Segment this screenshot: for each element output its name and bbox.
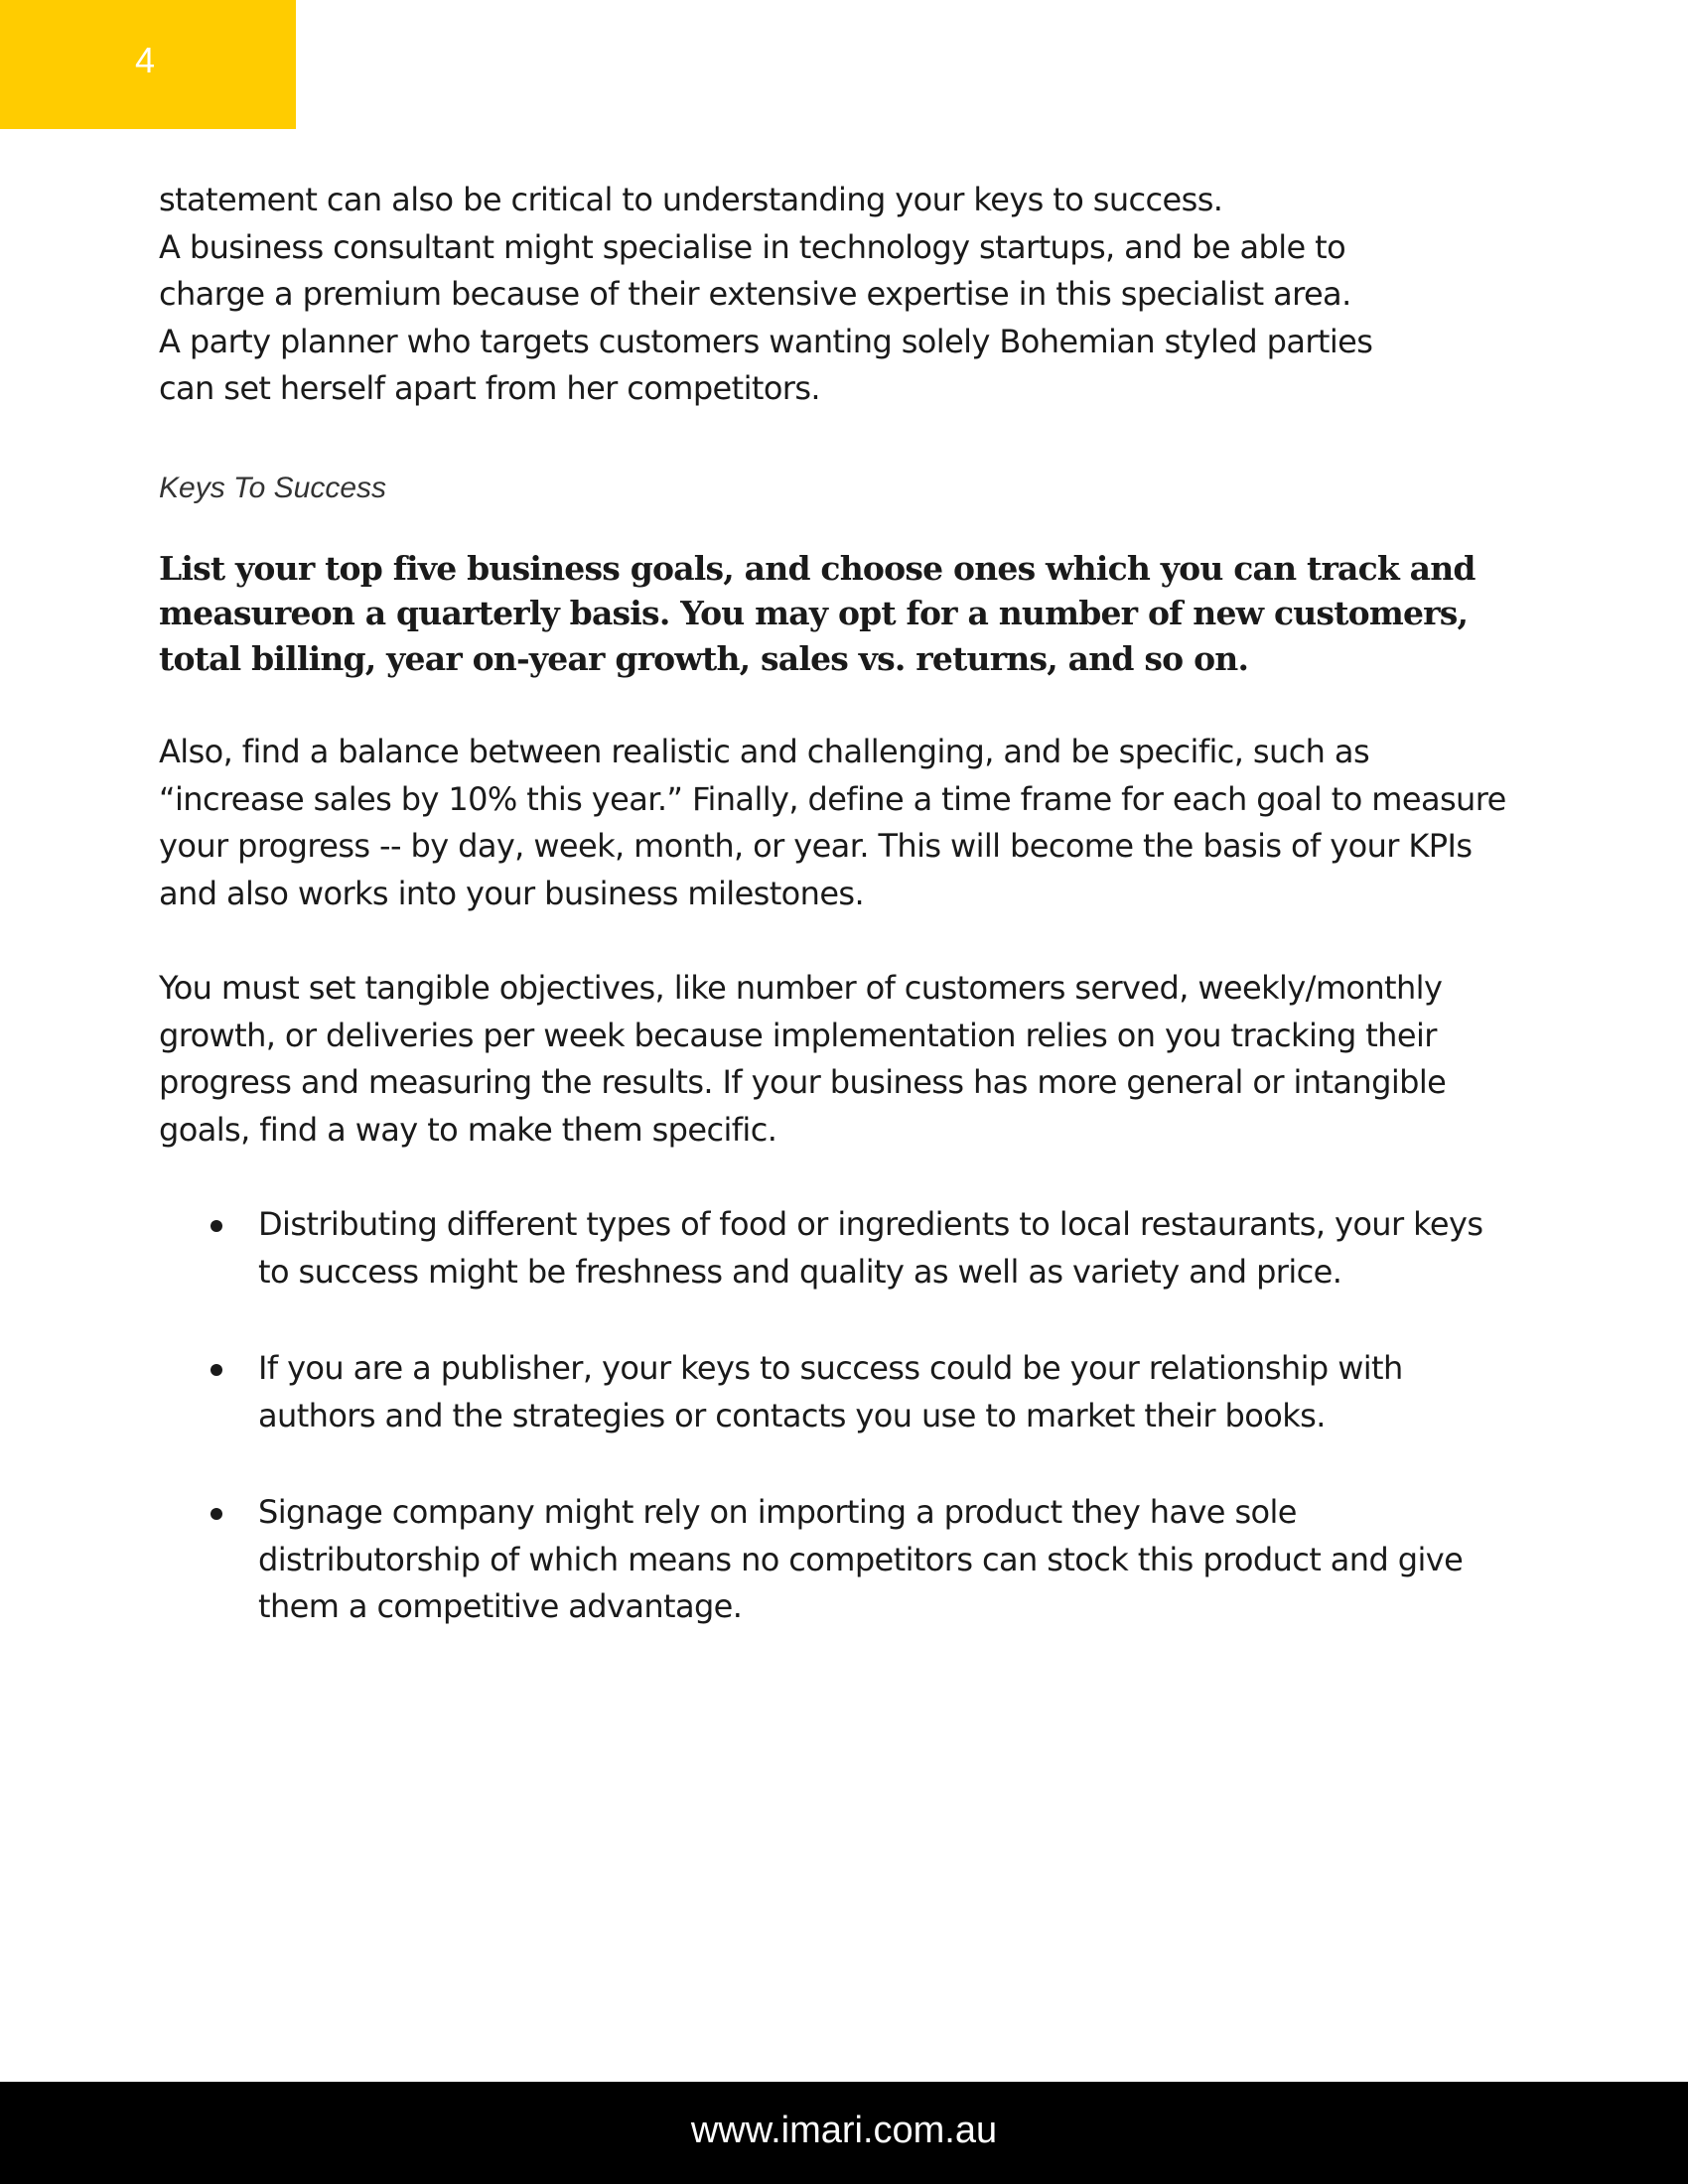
- page-content: [159, 177, 1549, 1681]
- text-line: to success might be freshness and quality as well as variety and price.: [258, 1252, 1342, 1291]
- text-line: A party planner who targets customers wanting solely Bohemian styled parties: [159, 322, 1373, 360]
- footer-bar: [0, 2082, 1688, 2184]
- list-item: [159, 1489, 1549, 1631]
- text-line: Also, find a balance between realistic and challenging, and be specific, such as: [159, 733, 1370, 770]
- bullet-icon: [211, 1508, 222, 1520]
- text-line: growth, or deliveries per week because implementation relies on you tracking their: [159, 1016, 1437, 1054]
- examples-bullet-list: [159, 1201, 1549, 1631]
- page-number-badge: [0, 0, 296, 129]
- bullet-icon: [211, 1364, 222, 1376]
- text-line: total billing, year on-year growth, sales vs. returns, and so on.: [159, 638, 1249, 678]
- list-item: [159, 1345, 1549, 1439]
- text-line: statement can also be critical to understanding your keys to success.: [159, 181, 1223, 218]
- text-line: You must set tangible objectives, like number of customers served, weekly/monthly: [159, 969, 1443, 1007]
- page-number: 4: [135, 40, 156, 80]
- website-url[interactable]: www.imari.com.au: [690, 2110, 998, 2151]
- text-line: “increase sales by 10% this year.” Finally, define a time frame for each goal to measure: [159, 779, 1506, 818]
- text-line: can set herself apart from her competitors.: [159, 369, 820, 407]
- text-line: and also works into your business milestones.: [159, 874, 865, 912]
- text-line: distributorship of which means no competitors can stock this product and give: [258, 1540, 1464, 1578]
- body-paragraph-balance: [159, 729, 1549, 917]
- text-line: authors and the strategies or contacts you use to market their books.: [258, 1396, 1326, 1434]
- text-line: Distributing different types of food or ingredients to local restaurants, your keys: [258, 1205, 1483, 1243]
- text-line: them a competitive advantage.: [258, 1587, 743, 1625]
- text-line: progress and measuring the results. If your business has more general or intangible: [159, 1063, 1447, 1101]
- text-line: goals, find a way to make them specific.: [159, 1110, 777, 1149]
- text-line: charge a premium because of their extensive expertise in this specialist area.: [159, 275, 1351, 313]
- text-line: A business consultant might specialise in technology startups, and be able to: [159, 227, 1346, 266]
- text-line: Signage company might rely on importing a product they have sole: [258, 1493, 1297, 1531]
- lead-paragraph: [159, 546, 1549, 682]
- text-line: List your top five business goals, and choose ones which you can track and: [159, 548, 1476, 588]
- text-line: your progress -- by day, week, month, or year. This will become the basis of your KPIs: [159, 827, 1473, 865]
- text-line: measureon a quarterly basis. You may opt for a number of new customers,: [159, 594, 1469, 632]
- intro-paragraph: [159, 177, 1549, 413]
- text-line: If you are a publisher, your keys to success could be your relationship with: [258, 1349, 1403, 1387]
- body-paragraph-objectives: [159, 965, 1549, 1154]
- bullet-icon: [211, 1220, 222, 1232]
- section-heading: Keys To Success: [159, 471, 386, 504]
- list-item: [159, 1201, 1549, 1296]
